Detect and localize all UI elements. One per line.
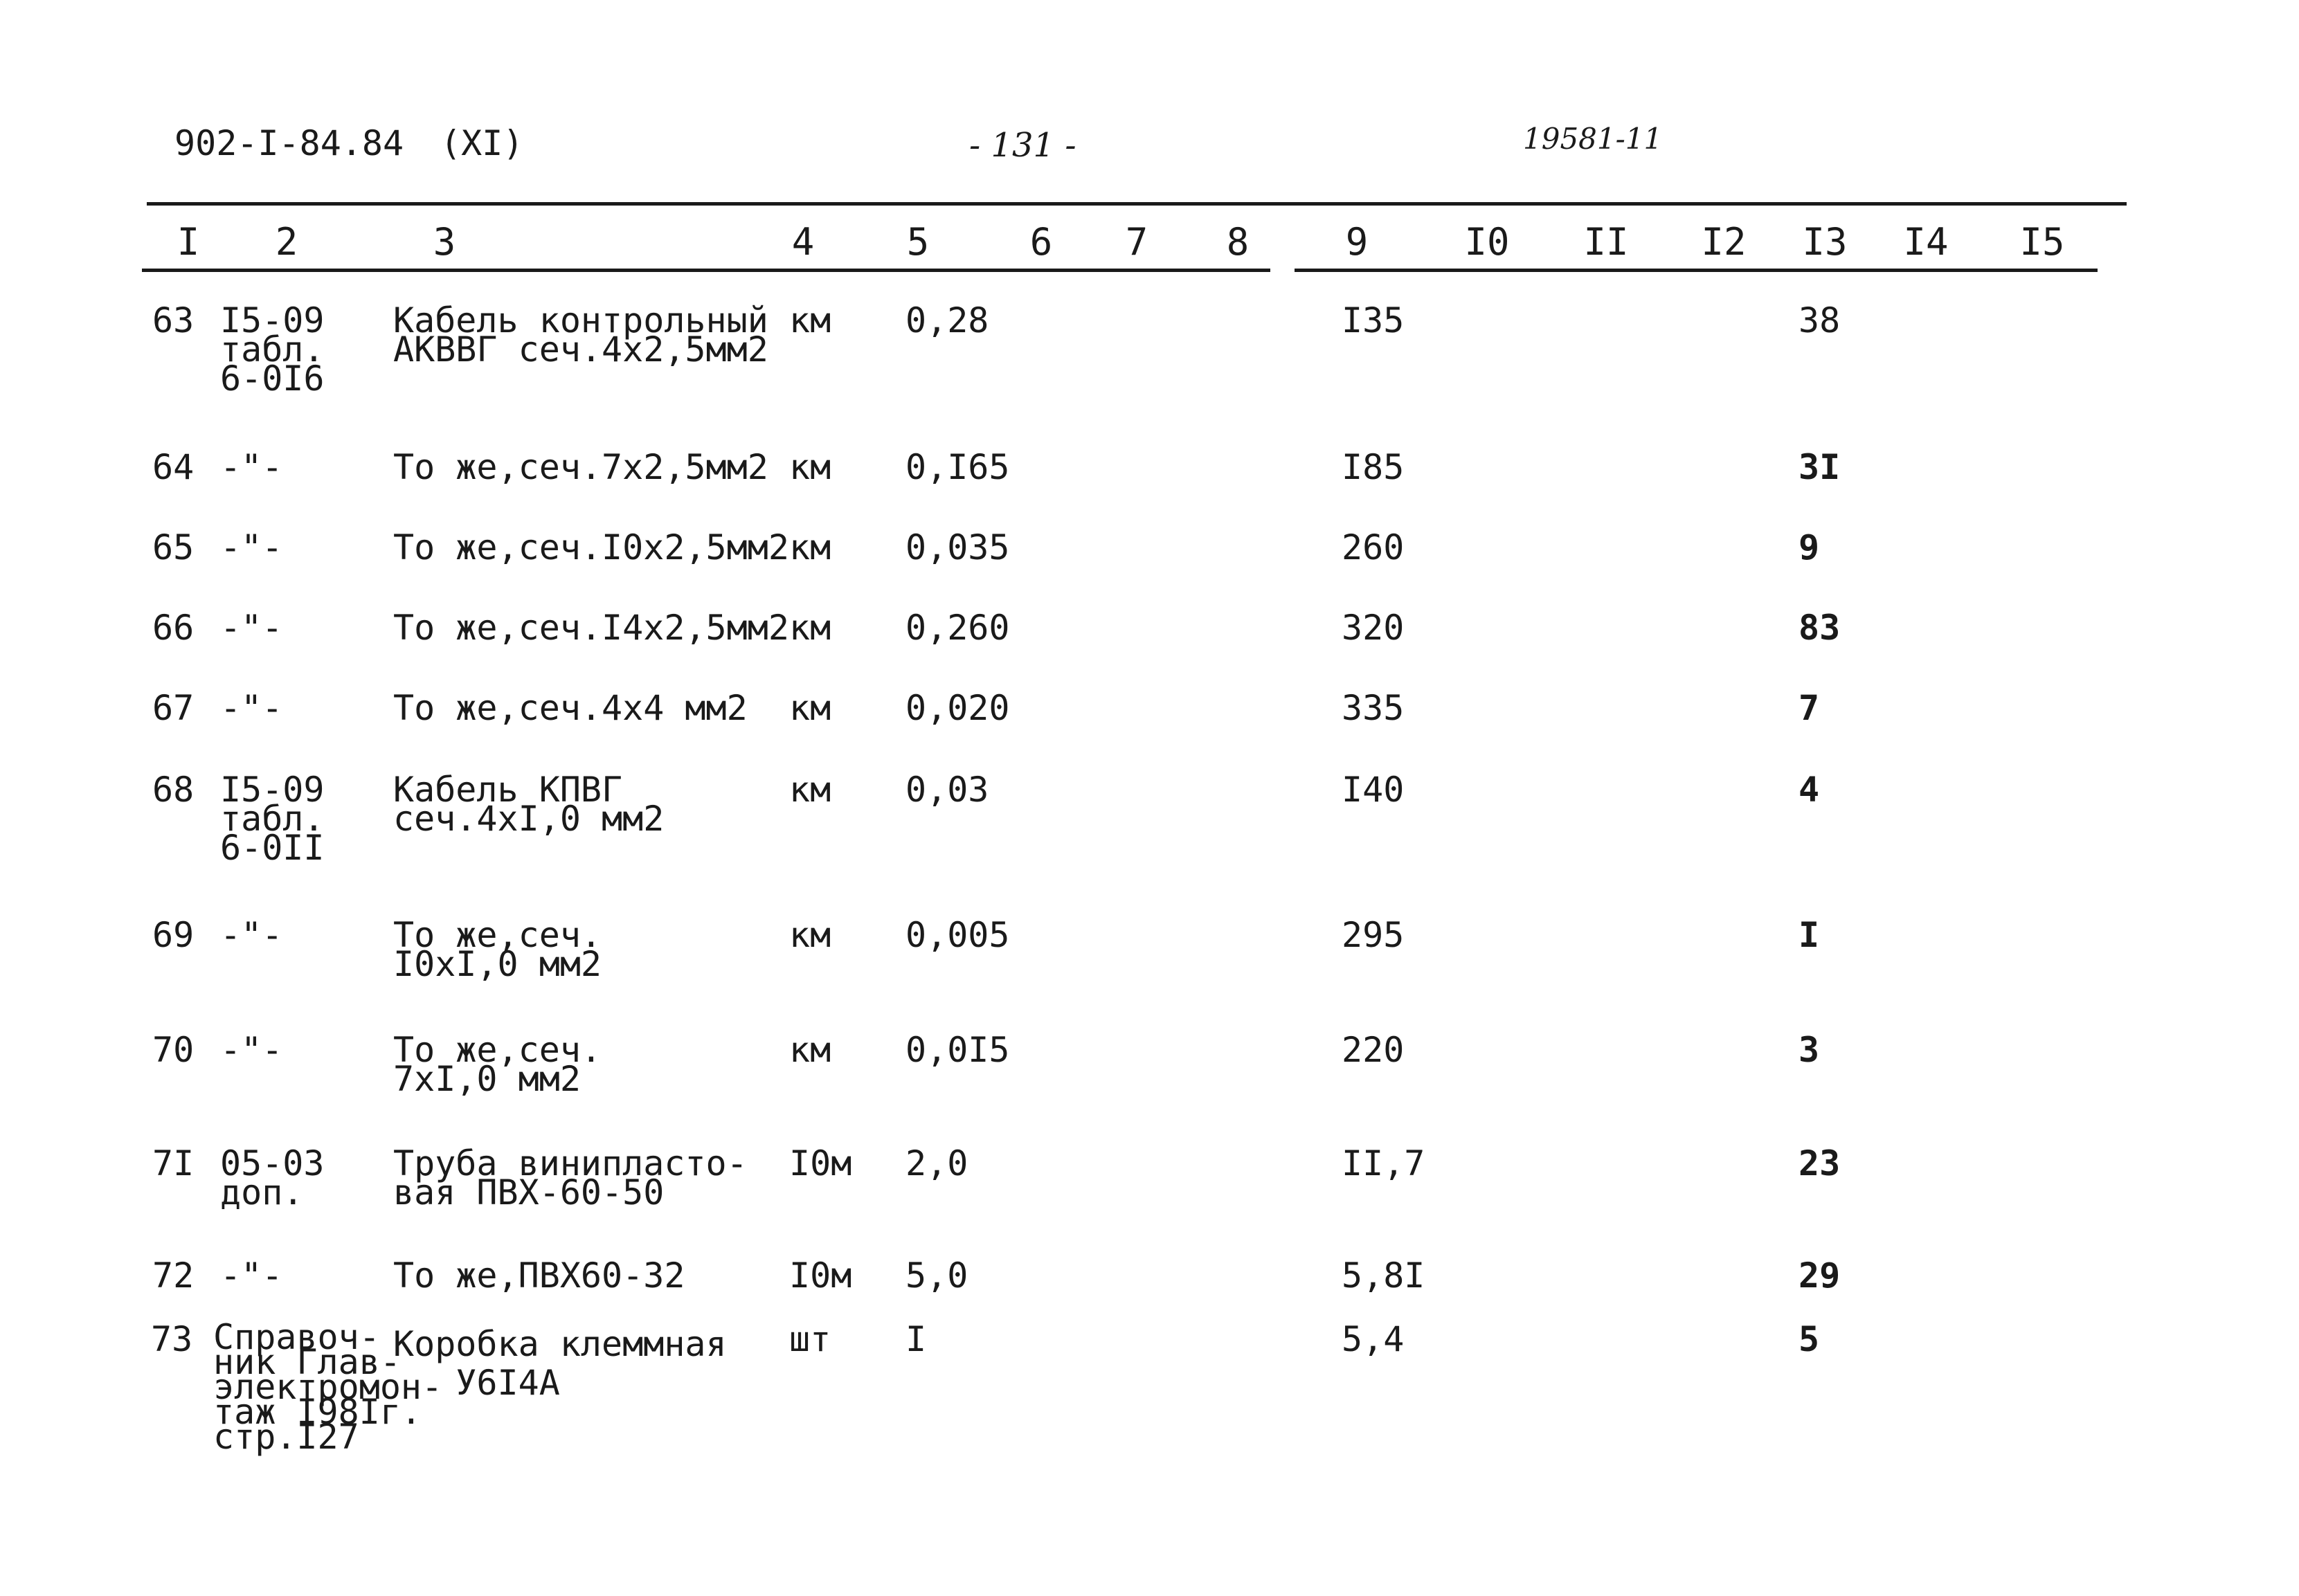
- row-description: То же,сеч.4х4 мм2: [393, 688, 748, 728]
- row-reference: -"-: [220, 608, 283, 648]
- column-number: 8: [1226, 220, 1250, 264]
- row-description: То же,ПВХ60-32: [393, 1255, 685, 1296]
- row-unit-price: I85: [1342, 447, 1405, 487]
- row-total: 3: [1798, 1030, 1820, 1070]
- header-rule-left: [142, 269, 1270, 272]
- section-label: (XI): [440, 123, 524, 163]
- column-number: I2: [1701, 220, 1747, 264]
- row-unit-price: 260: [1342, 527, 1405, 568]
- row-number: 64: [152, 447, 195, 487]
- row-reference: I5-09 табл. 6-0I6: [220, 300, 325, 399]
- column-number: I0: [1464, 220, 1510, 264]
- row-reference: -"-: [220, 1030, 283, 1070]
- header-rule-right: [1295, 269, 2098, 272]
- row-unit-price: 320: [1342, 608, 1405, 648]
- row-unit: км: [789, 608, 831, 648]
- row-unit: шт: [789, 1319, 831, 1359]
- row-total: 9: [1798, 527, 1820, 568]
- row-number: 65: [152, 527, 195, 568]
- row-reference: I5-09 табл. 6-0II: [220, 770, 325, 868]
- row-description: То же,сеч.7х2,5мм2: [393, 447, 768, 487]
- row-quantity: 2,0: [905, 1143, 968, 1184]
- document-code: 902-I-84.84: [174, 123, 404, 163]
- column-number: I3: [1802, 220, 1848, 264]
- row-number: 67: [152, 688, 195, 728]
- row-unit: км: [789, 915, 831, 955]
- row-reference: Справоч- ник Глав- электромон- таж I98Iг. стр.I27: [213, 1317, 443, 1457]
- row-description: Труба винипласто- вая ПВХ-60-50: [393, 1143, 748, 1213]
- row-description: Кабель КПВГ сеч.4хI,0 мм2: [393, 770, 665, 839]
- column-number: II: [1583, 220, 1629, 264]
- row-quantity: 0,28: [905, 300, 989, 341]
- row-reference: -"-: [220, 915, 283, 955]
- row-quantity: 0,03: [905, 770, 989, 810]
- row-quantity: 0,0I5: [905, 1030, 1010, 1070]
- row-number: 66: [152, 608, 195, 648]
- row-unit: I0м: [789, 1143, 852, 1184]
- row-number: 69: [152, 915, 195, 955]
- row-quantity: 0,005: [905, 915, 1010, 955]
- column-number: 5: [906, 220, 930, 264]
- archive-number: 19581-11: [1523, 122, 1663, 156]
- row-quantity: I: [905, 1319, 927, 1359]
- row-description: То же,сеч.I4х2,5мм2: [393, 608, 789, 648]
- row-reference: -"-: [220, 527, 283, 568]
- row-quantity: 5,0: [905, 1255, 968, 1296]
- row-description: То же,сеч.I0х2,5мм2: [393, 527, 789, 568]
- row-quantity: 0,I65: [905, 447, 1010, 487]
- column-number: 2: [275, 220, 298, 264]
- top-rule: [147, 202, 2127, 206]
- row-number: 73: [151, 1319, 193, 1359]
- row-unit-price: 5,8I: [1342, 1255, 1425, 1296]
- row-total: 23: [1798, 1143, 1841, 1184]
- row-number: 7I: [152, 1143, 195, 1184]
- row-unit: I0м: [789, 1255, 852, 1296]
- row-unit: км: [789, 770, 831, 810]
- row-unit: км: [789, 688, 831, 728]
- row-unit: км: [789, 1030, 831, 1070]
- row-total: 5: [1798, 1319, 1820, 1359]
- column-number: 3: [433, 220, 456, 264]
- row-description: То же,сеч. I0хI,0 мм2: [393, 915, 602, 984]
- column-number: I4: [1903, 220, 1949, 264]
- row-unit-price: I35: [1342, 300, 1405, 341]
- row-quantity: 0,020: [905, 688, 1010, 728]
- column-number: 4: [791, 220, 815, 264]
- row-unit-price: II,7: [1342, 1143, 1425, 1184]
- row-number: 70: [152, 1030, 195, 1070]
- row-number: 68: [152, 770, 195, 810]
- row-description: То же,сеч. 7хI,0 мм2: [393, 1030, 602, 1099]
- row-reference: -"-: [220, 1255, 283, 1296]
- row-description: Коробка клеммная У6I4А: [393, 1324, 727, 1403]
- column-number: I5: [2019, 220, 2065, 264]
- row-unit: км: [789, 447, 831, 487]
- row-total: I: [1798, 915, 1820, 955]
- row-total: 83: [1798, 608, 1841, 648]
- row-reference: -"-: [220, 688, 283, 728]
- row-total: 4: [1798, 770, 1820, 810]
- row-unit-price: 295: [1342, 915, 1405, 955]
- row-number: 63: [152, 300, 195, 341]
- row-unit: км: [789, 527, 831, 568]
- row-number: 72: [152, 1255, 195, 1296]
- row-total: 38: [1798, 300, 1841, 341]
- row-total: 3I: [1798, 447, 1841, 487]
- row-unit-price: I40: [1342, 770, 1405, 810]
- row-unit-price: 220: [1342, 1030, 1405, 1070]
- page-number: - 131 -: [969, 126, 1076, 165]
- row-unit-price: 5,4: [1342, 1319, 1405, 1359]
- row-unit-price: 335: [1342, 688, 1405, 728]
- row-total: 29: [1798, 1255, 1841, 1296]
- row-reference: 05-03 доп.: [220, 1143, 325, 1213]
- row-quantity: 0,035: [905, 527, 1010, 568]
- row-reference: -"-: [220, 447, 283, 487]
- row-quantity: 0,260: [905, 608, 1010, 648]
- column-number: 9: [1345, 220, 1369, 264]
- row-total: 7: [1798, 688, 1820, 728]
- column-number: I: [177, 220, 200, 264]
- row-description: Кабель контрольный АКВВГ сеч.4х2,5мм2: [393, 300, 768, 370]
- column-number: 6: [1029, 220, 1053, 264]
- row-unit: км: [789, 300, 831, 341]
- column-number: 7: [1125, 220, 1148, 264]
